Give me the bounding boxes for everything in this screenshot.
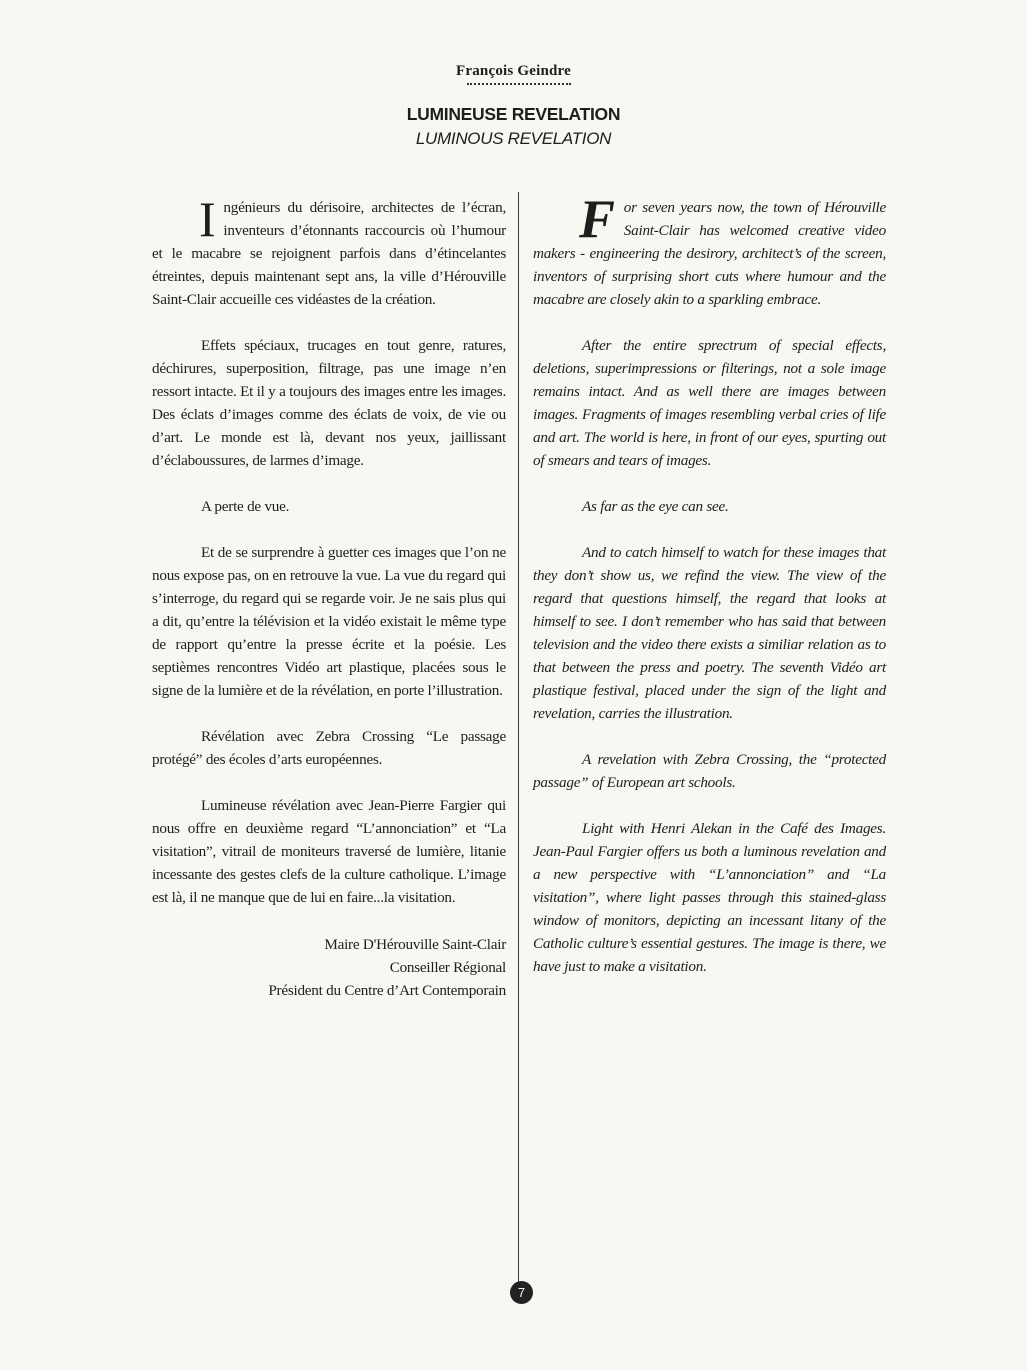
french-paragraph-1-text: ngénieurs du dérisoire, architectes de l’écran, inventeurs d’étonnants raccourcis où l’humour et le macabre se rejoignent parfois dans d’étincelantes étreintes, depuis maintenant sept ans, la ville d’Hérouville Saint-Clair accueille ces vidéastes de la création. <box>152 199 506 308</box>
english-paragraph-3: As far as the eye can see. <box>582 498 729 515</box>
french-paragraph-6: Lumineuse révélation avec Jean-Pierre Fargier qui nous offre en deuxième regard “L’annonciation” et “La visitation”, vitrail de moniteurs traversé de lumière, litanie incessante des gestes clefs de la culture catholique. L’image est là, il ne manque que de lui en faire...la visitation. <box>152 797 506 906</box>
english-paragraph-6: Light with Henri Alekan in the Café des Images. Jean-Paul Fargier offers us both a luminous revelation and a new perspective with “L’annonciation” and “La visitation”, where light passes through this stained-glass window of monitors, depicting an incessant litany of the Catholic culture’s essential gestures. The image is there, we have just to make a visitation. <box>533 820 886 975</box>
french-paragraph-3: A perte de vue. <box>201 498 290 515</box>
french-column <box>152 191 506 1002</box>
french-paragraph-5: Révélation avec Zebra Crossing “Le passage protégé” des écoles d’arts européennes. <box>152 728 506 768</box>
author-name: François Geindre <box>456 63 571 79</box>
column-divider <box>518 192 519 1300</box>
english-paragraph-2: After the entire sprectrum of special effects, deletions, superimpressions or filterings, not a sole image remains intact. And as well there are images between images. Fragments of images resembling verbal cries of life and art. The world is here, in front of our eyes, spurting out of smears and tears of images. <box>533 337 886 469</box>
english-paragraph-1-text: or seven years now, the town of Hérouville Saint-Clair has welcomed creative video makers - engineering the desirory, architect’s of the screen, inventors of surprising short cuts where humour and the macabre are closely akin to a sparkling embrace. <box>533 199 886 308</box>
french-paragraph-4: Et de se surprendre à guetter ces images que l’on ne nous expose pas, on en retrouve la vue. La vue du regard qui s’interroge, du regard qui se regarde voir. Je ne sais plus qui a dit, qu’entre la télévision et la vidéo existait le même type de rapport qu’entre la presse écrite et la poésie. Les septièmes rencontres Vidéo art plastique, placées sous le signe de la lumière et de la révélation, en porte l’illustration. <box>152 544 506 699</box>
english-column <box>533 189 886 1001</box>
english-paragraph-1 <box>533 189 886 311</box>
signature-line-1: Maire D'Hérouville Saint-Clair <box>324 936 506 953</box>
page-number-badge: 7 <box>510 1281 533 1304</box>
french-paragraph-2: Effets spéciaux, trucages en tout genre, ratures, déchirures, superposition, filtrage, pas une image n’en ressort intacte. Et il y a toujours des images entre les images. Des éclats d’images comme des éclats de voix, de vie ou d’art. Le monde est là, devant nos yeux, jaillissant d’éclaboussures, de larmes d’image. <box>152 337 506 469</box>
french-dropcap: I <box>199 191 216 247</box>
signature-line-3: Président du Centre d’Art Contemporain <box>268 982 506 999</box>
title-english: LUMINOUS REVELATION <box>415 129 612 148</box>
english-paragraph-5: A revelation with Zebra Crossing, the “protected passage” of European art schools. <box>533 751 886 791</box>
title-french: LUMINEUSE REVELATION <box>406 104 621 124</box>
dotted-separator <box>467 83 571 85</box>
signature-line-2: Conseiller Régional <box>389 959 506 976</box>
english-dropcap: F <box>579 189 615 249</box>
french-paragraph-1 <box>152 191 506 311</box>
english-paragraph-4: And to catch himself to watch for these images that they don’t show us, we refind the view. The view of the regard that questions himself, the regard that looks at himself to see. I don’t remember who has said that between television and the video there exists a similiar relation as to that between the press and poetry. The seventh Vidéo art plastique festival, placed under the sign of the light and revelation, carries the illustration. <box>533 544 886 722</box>
signature-block <box>152 933 506 1002</box>
